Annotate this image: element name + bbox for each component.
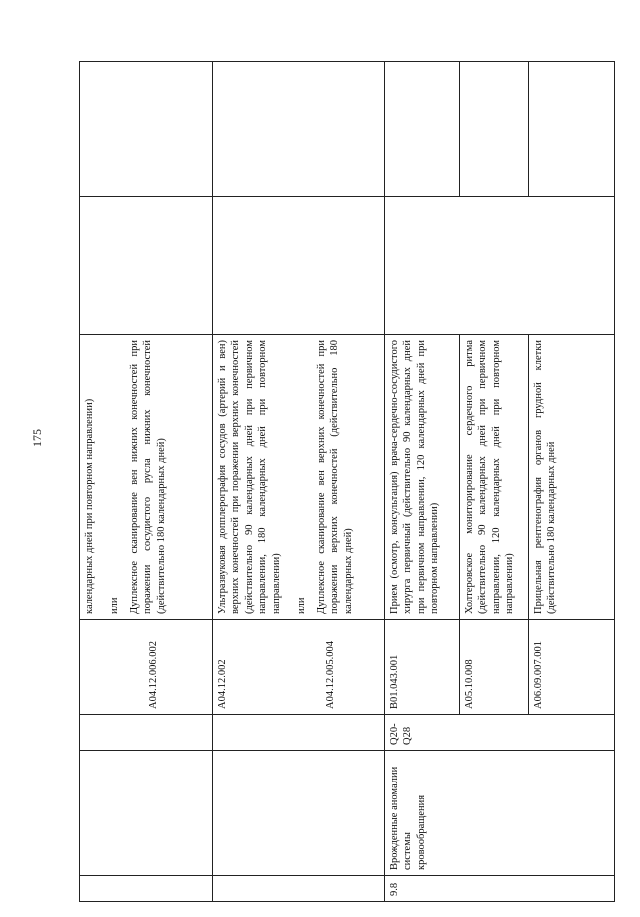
- service-description: Прием (осмотр, консультация) врача-сердечно-сосудистого хирурга первичный (действительно 90 календарных дней при первичном направлении, 120 календарных дней при повторном направлении): [389, 340, 441, 614]
- empty-cell: [213, 62, 385, 197]
- icd-code-cell: Q20-Q28: [385, 715, 615, 751]
- disease-name-cell: Врожденные аномалии системы кровообращения: [385, 751, 615, 876]
- empty-cell: [213, 197, 385, 335]
- service-code-cell: [80, 620, 213, 715]
- document-table-rotated: [79, 62, 614, 902]
- disease-name-cell: [213, 751, 385, 876]
- service-description-cell: [80, 335, 213, 620]
- service-description: Дуплексное сканирование вен нижних конечностей при поражении сосудистого русла нижних конечностей (действительно 180 календарных дней): [128, 340, 167, 614]
- icd-code-cell: [213, 715, 385, 751]
- service-code: A05.10.008: [464, 659, 475, 709]
- service-description: Холтеровское мониторирование сердечного ритма (действительно 90 календарных дней при первичном направлении, 120 календарных дней при повторном направлении): [464, 340, 516, 614]
- icd-code-cell: [80, 715, 213, 751]
- table-row: [213, 62, 385, 902]
- service-description-cell: [460, 335, 529, 620]
- service-description: календарных дней при повторном направлении): [84, 398, 95, 614]
- service-code-cell: [460, 620, 529, 715]
- empty-cell: [460, 62, 529, 197]
- row-number-cell: [213, 876, 385, 902]
- table-row: [80, 62, 213, 902]
- empty-cell: [80, 197, 213, 335]
- row-number-cell: 9.8: [385, 876, 615, 902]
- service-description: Ультразвуковая допплерография сосудов (артерий и вен) верхних конечностей при поражении верхних конечностей (действительно 90 календарных дней при первичном направлении, 180 календарных дней при повторном направлении): [217, 340, 282, 614]
- service-description: Дуплексное сканирование вен верхних конечностей при поражении верхних конечностей (действительно 180 календарных дней): [315, 340, 354, 614]
- service-code: A04.12.002: [217, 659, 228, 709]
- service-code: A06.09.007.001: [533, 641, 544, 709]
- empty-cell: [80, 62, 213, 197]
- service-code: A04.12.006.002: [148, 641, 159, 709]
- page-number: 175: [30, 429, 44, 447]
- or-separator: или: [296, 597, 308, 614]
- service-description-cell: [213, 335, 385, 620]
- service-code-cell: [529, 620, 615, 715]
- empty-cell: [385, 197, 615, 335]
- services-table: [79, 61, 615, 902]
- service-description-cell: [529, 335, 615, 620]
- service-code: A04.12.005.004: [325, 641, 337, 709]
- service-code-cell: [213, 620, 385, 715]
- service-code-cell: [385, 620, 460, 715]
- or-separator: или: [109, 597, 121, 614]
- row-number-cell: [80, 876, 213, 902]
- table-row: [385, 62, 460, 902]
- service-code: B01.043.001: [389, 654, 400, 709]
- service-description-cell: [385, 335, 460, 620]
- disease-name-cell: [80, 751, 213, 876]
- service-description: Прицельная рентгенография органов грудной клетки (действительно 180 календарных дней: [533, 340, 558, 614]
- empty-cell: [385, 62, 460, 197]
- empty-cell: [529, 62, 615, 197]
